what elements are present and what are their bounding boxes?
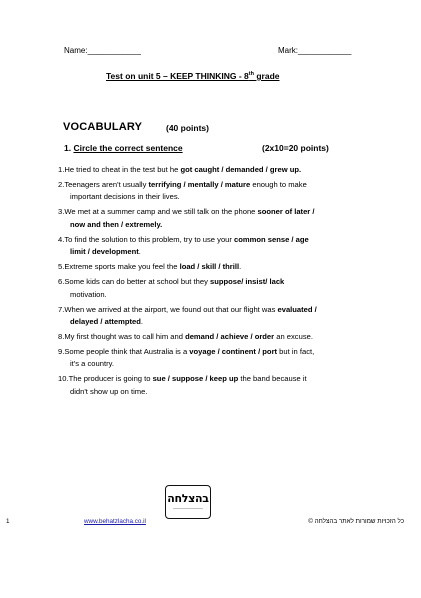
- question-continuation: [58, 386, 388, 398]
- question-text: He tried to cheat in the test but he: [64, 165, 181, 174]
- question-continuation: [58, 289, 388, 301]
- section-1-points: (2x10=20 points): [262, 143, 329, 153]
- question-text: .: [140, 317, 144, 327]
- question-number: 9.: [58, 347, 65, 357]
- answer-options[interactable]: demand / achieve / order: [185, 332, 275, 342]
- question-1: [58, 164, 388, 176]
- question-continuation: [58, 316, 388, 328]
- answer-options[interactable]: sue / suppose / keep up: [152, 374, 239, 384]
- question-line: [58, 261, 388, 273]
- question-number: 5.: [58, 262, 65, 272]
- question-number: 8.: [58, 332, 65, 342]
- question-line: [58, 234, 388, 246]
- question-text: important decisions in their lives.: [70, 192, 180, 202]
- question-text: enough to make: [250, 180, 307, 189]
- question-text: Some people think that Australia is a: [64, 347, 190, 357]
- page-number: 1: [6, 518, 10, 525]
- question-7: [58, 304, 388, 329]
- question-text: .: [239, 262, 242, 272]
- question-9: [58, 346, 388, 371]
- question-2: [58, 179, 388, 204]
- question-line: [58, 276, 388, 288]
- section-1-number: 1.: [64, 143, 72, 153]
- question-text: The producer is going to: [68, 374, 153, 384]
- question-text: the band because it: [238, 374, 307, 384]
- question-6: [58, 276, 388, 301]
- question-number: 1.: [58, 165, 65, 174]
- question-text: My first thought was to call him and: [64, 332, 186, 342]
- question-continuation: [58, 219, 388, 231]
- question-number: 4.: [58, 234, 65, 244]
- question-continuation: [58, 246, 388, 258]
- question-8: [58, 331, 388, 343]
- answer-options[interactable]: now and then / extremely.: [70, 219, 163, 229]
- question-continuation: [58, 191, 388, 203]
- logo-underline: ────────────: [173, 507, 203, 511]
- answer-options[interactable]: sooner of later /: [257, 207, 315, 217]
- question-text: but in fact,: [277, 347, 315, 357]
- name-field-label: Name:____________: [64, 46, 141, 55]
- vocabulary-heading: VOCABULARY: [63, 121, 143, 133]
- question-text: motivation.: [70, 289, 107, 299]
- question-10: [58, 373, 388, 398]
- answer-options[interactable]: load / skill / thrill: [179, 262, 240, 272]
- test-title-main: Test on unit 5 – KEEP THINKING - 8: [106, 71, 249, 81]
- question-line: [58, 373, 388, 385]
- question-text: When we arrived at the airport, we found out that our flight was: [64, 304, 278, 314]
- question-number: 3.: [58, 207, 65, 217]
- answer-options[interactable]: delayed / attempted: [70, 317, 141, 327]
- answer-options[interactable]: suppose/ insist/ lack: [209, 277, 285, 287]
- answer-options[interactable]: terrifying / mentally / mature: [148, 180, 251, 189]
- test-title-tail: grade: [254, 71, 280, 81]
- question-line: [58, 346, 388, 358]
- answer-options[interactable]: voyage / continent / port: [189, 347, 278, 357]
- answer-options[interactable]: evaluated /: [277, 304, 317, 314]
- test-title: [106, 71, 280, 81]
- website-link[interactable]: www.behatzlacha.co.il: [84, 518, 146, 525]
- question-5: [58, 261, 388, 273]
- answer-options[interactable]: got caught / demanded / grew up.: [180, 165, 302, 174]
- question-line: [58, 331, 388, 343]
- question-number: 10.: [58, 374, 69, 384]
- copyright-text: כל הזכויות שמורות לאתר בהצלחה ©: [308, 518, 404, 525]
- question-continuation: [58, 358, 388, 370]
- section-1-label: Circle the correct sentence: [73, 143, 183, 153]
- vocabulary-points: (40 points): [166, 123, 209, 133]
- question-line: [58, 304, 388, 316]
- question-text: .: [138, 247, 141, 257]
- question-text: To find the solution to this problem, try to use your: [64, 234, 235, 244]
- question-3: [58, 206, 388, 231]
- question-text: Some kids can do better at school but they: [64, 277, 210, 287]
- section-1-heading: [64, 143, 183, 153]
- question-line: [58, 179, 388, 191]
- question-text: Teenagers aren't usually: [64, 180, 149, 189]
- answer-options[interactable]: common sense / age: [234, 234, 309, 244]
- question-4: [58, 234, 388, 259]
- question-line: [58, 164, 388, 176]
- question-line: [58, 206, 388, 218]
- mark-field-label: Mark:____________: [278, 46, 352, 55]
- question-text: it's a country.: [70, 359, 114, 369]
- question-text: We met at a summer camp and we still talk on the phone: [64, 207, 258, 217]
- question-number: 6.: [58, 277, 65, 287]
- question-text: didn't show up on time.: [70, 386, 148, 396]
- question-number: 7.: [58, 304, 65, 314]
- question-text: an excuse.: [274, 332, 313, 342]
- question-number: 2.: [58, 180, 65, 189]
- logo-text: בהצלחה: [167, 492, 209, 505]
- behatzlacha-logo: [165, 485, 211, 519]
- test-title-sup: th: [248, 71, 254, 78]
- question-list: [58, 164, 388, 401]
- question-text: Extreme sports make you feel the: [64, 262, 180, 272]
- answer-options[interactable]: limit / development: [70, 247, 139, 257]
